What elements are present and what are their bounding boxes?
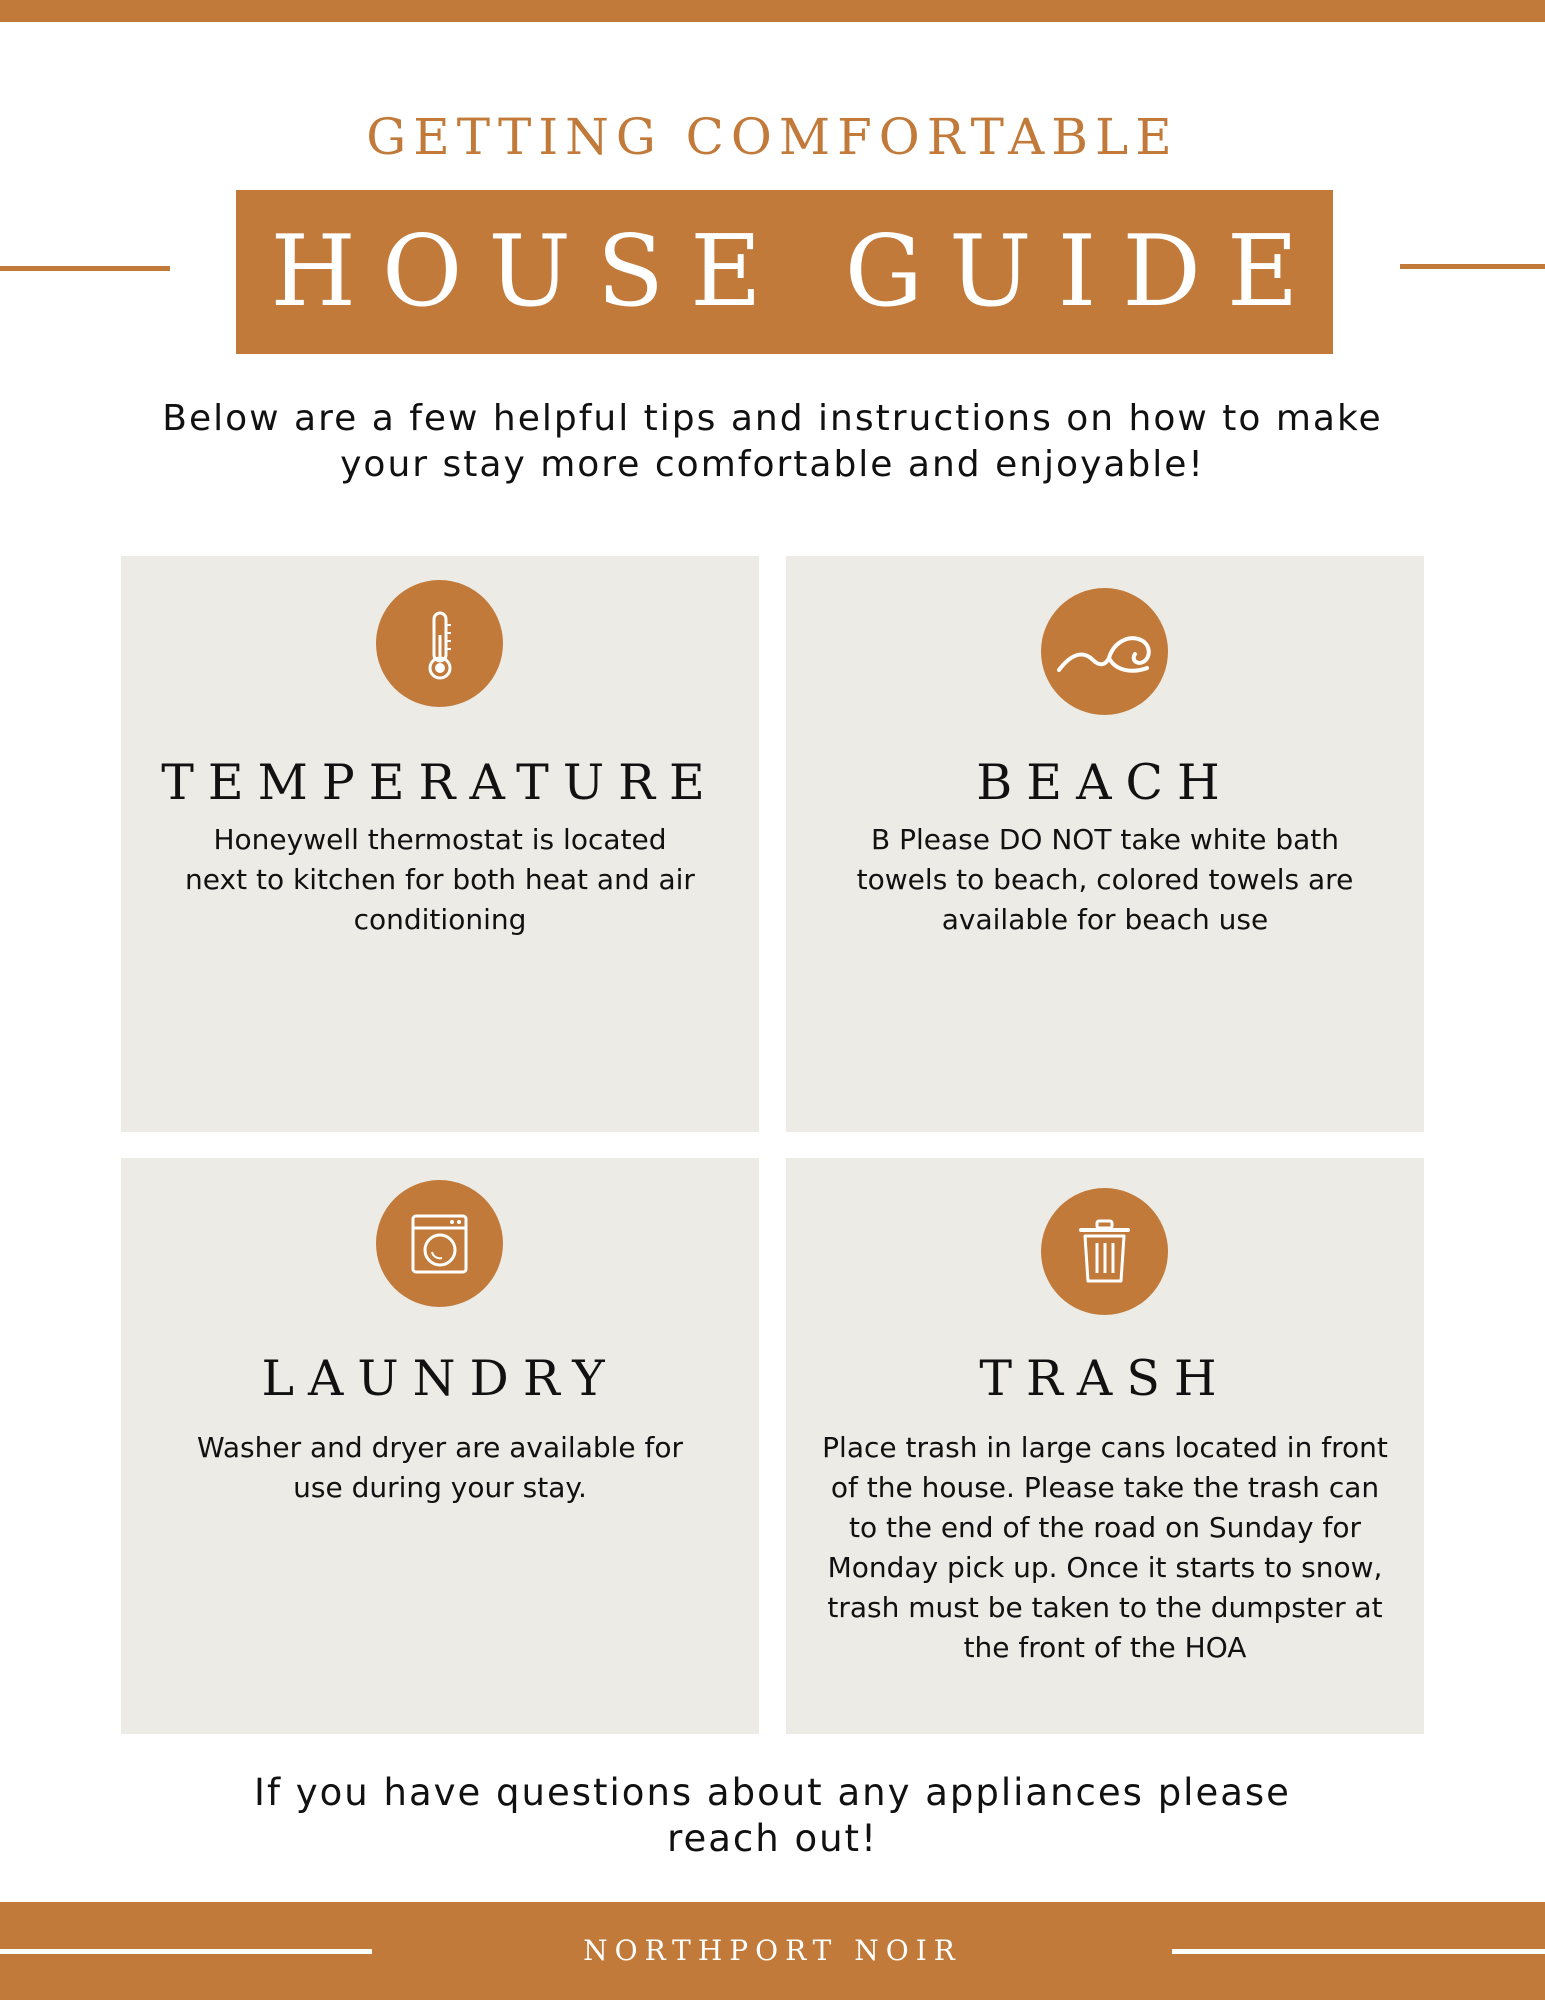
brand-name: NORTHPORT NOIR: [583, 1934, 962, 1967]
top-accent-bar: [0, 0, 1545, 22]
card-description: Place trash in large cans located in front of the house. Please take the trash can to the end of the road on Sunday for Monday pick up. Once it starts to snow, trash must be taken to the dumpster at the front of the HOA: [822, 1431, 1388, 1664]
card-title: LAUNDRY: [261, 1350, 619, 1407]
card-title: BEACH: [976, 754, 1234, 811]
left-decorative-line: [0, 266, 170, 271]
card-laundry: [121, 1158, 759, 1734]
trash-can-icon: [1041, 1188, 1168, 1315]
page-title: HOUSE GUIDE: [270, 215, 1325, 329]
bottom-right-line: [1172, 1949, 1545, 1954]
thermometer-icon: [376, 580, 503, 707]
card-description: Washer and dryer are available for use during your stay.: [196, 1431, 684, 1504]
footer-note: If you have questions about any appliances please reach out!: [254, 1771, 1291, 1860]
card-description: B Please DO NOT take white bath towels to beach, colored towels are available for beach use: [856, 823, 1354, 936]
card-title: TRASH: [979, 1350, 1231, 1407]
card-trash: [786, 1158, 1424, 1734]
intro-text: Below are a few helpful tips and instructions on how to make your stay more comfortable and enjoyable!: [162, 398, 1383, 485]
title-banner: [236, 190, 1333, 354]
wave-icon: [1041, 588, 1168, 715]
right-decorative-line: [1400, 264, 1545, 269]
card-description: Honeywell thermostat is located next to kitchen for both heat and air conditioning: [185, 823, 695, 936]
washing-machine-icon: [376, 1180, 503, 1307]
card-title: TEMPERATURE: [161, 754, 719, 811]
bottom-accent-bar: [0, 1902, 1545, 2000]
page-subtitle: GETTING COMFORTABLE: [366, 108, 1179, 166]
card-beach: [786, 556, 1424, 1132]
card-temperature: [121, 556, 759, 1132]
